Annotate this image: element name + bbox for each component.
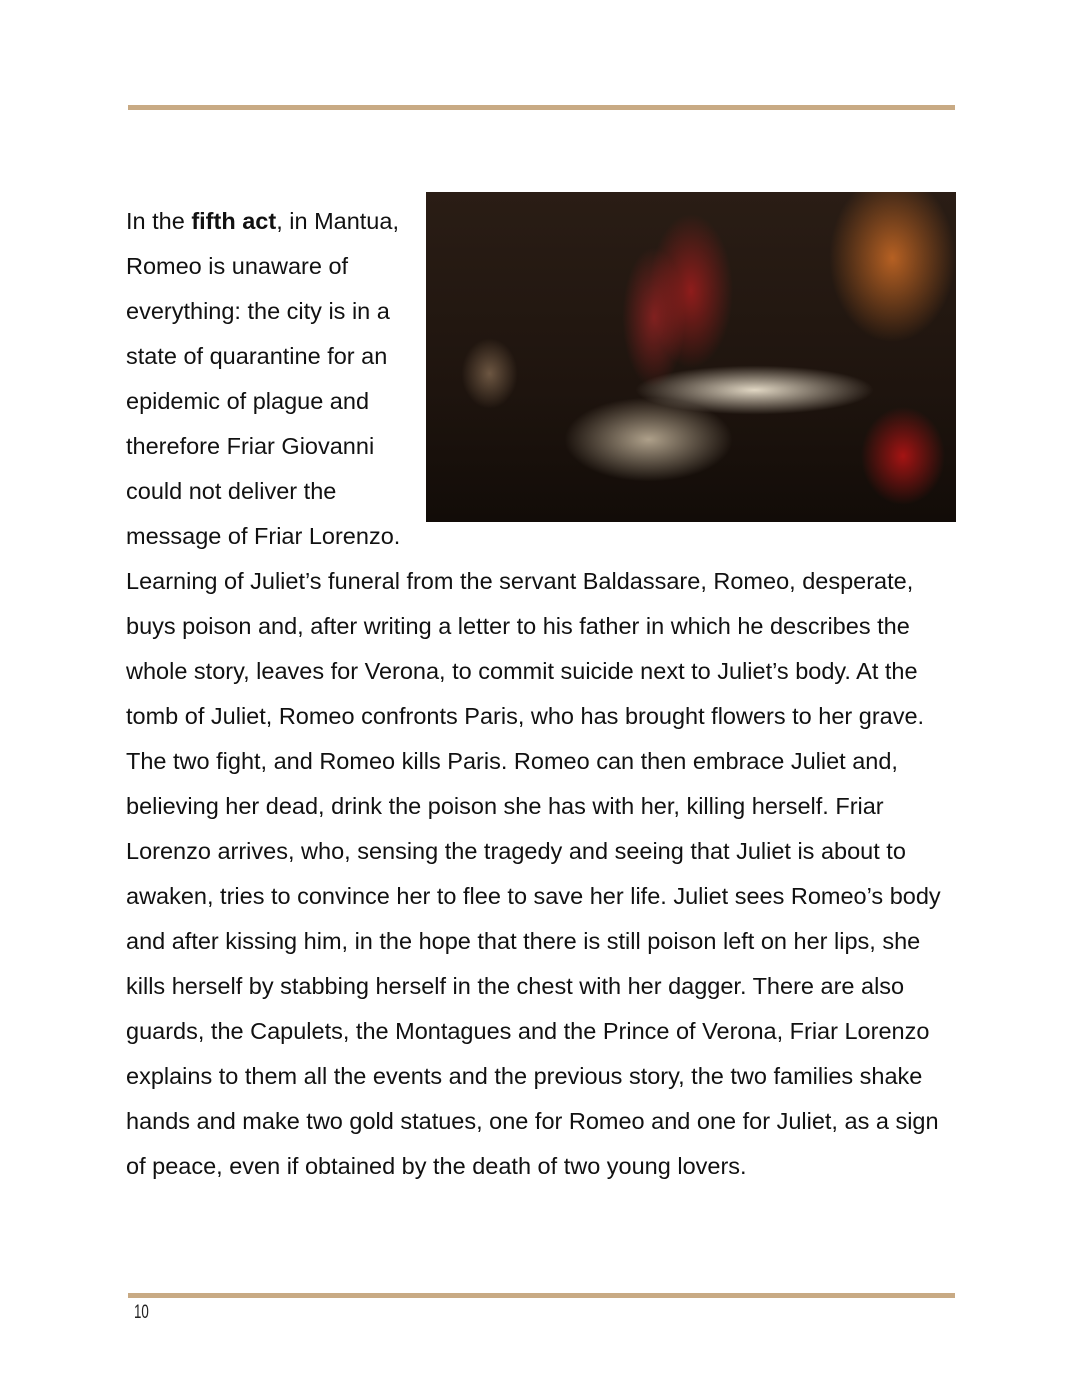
page-number: 10 [134,1302,149,1323]
intro-bold: fifth act [191,208,277,234]
body-text [126,199,956,1189]
story-text: , in Mantua, Romeo is unaware of everything: the city is in a state of quarantine for an epidemic of plague and therefore Friar Giovanni could not deliver the message of Friar Lorenzo. Learning of Juliet’s funeral from the servant Baldassare, Romeo, desperate, buys poison and, after writing a letter to his father in which he describes the whole story, leaves for Verona, to commit suicide next to Juliet’s body. At the tomb of Juliet, Romeo confronts Paris, who has brought flowers to her grave. The two fight, and Romeo kills Paris. Romeo can then embrace Juliet and, believing her dead, drink the poison she has with her, killing herself. Friar Lorenzo arrives, who, sensing the tragedy and seeing that Juliet is about to awaken, tries to convince her to flee to save her life. Juliet sees Romeo’s body and after kissing him, in the hope that there is still poison left on her lips, she kills herself by stabbing herself in the chest with her dagger. There are also guards, the Capulets, the Montagues and the Prince of Verona, Friar Lorenzo explains to them all the events and the previous story, the two families shake hands and make two gold statues, one for Romeo and one for Juliet, as a sign of peace, even if obtained by the death of two young lovers. [126,208,941,1179]
top-divider [128,105,955,110]
painting-image [426,192,956,522]
bottom-divider [128,1293,955,1298]
intro-text: In the [126,208,192,234]
